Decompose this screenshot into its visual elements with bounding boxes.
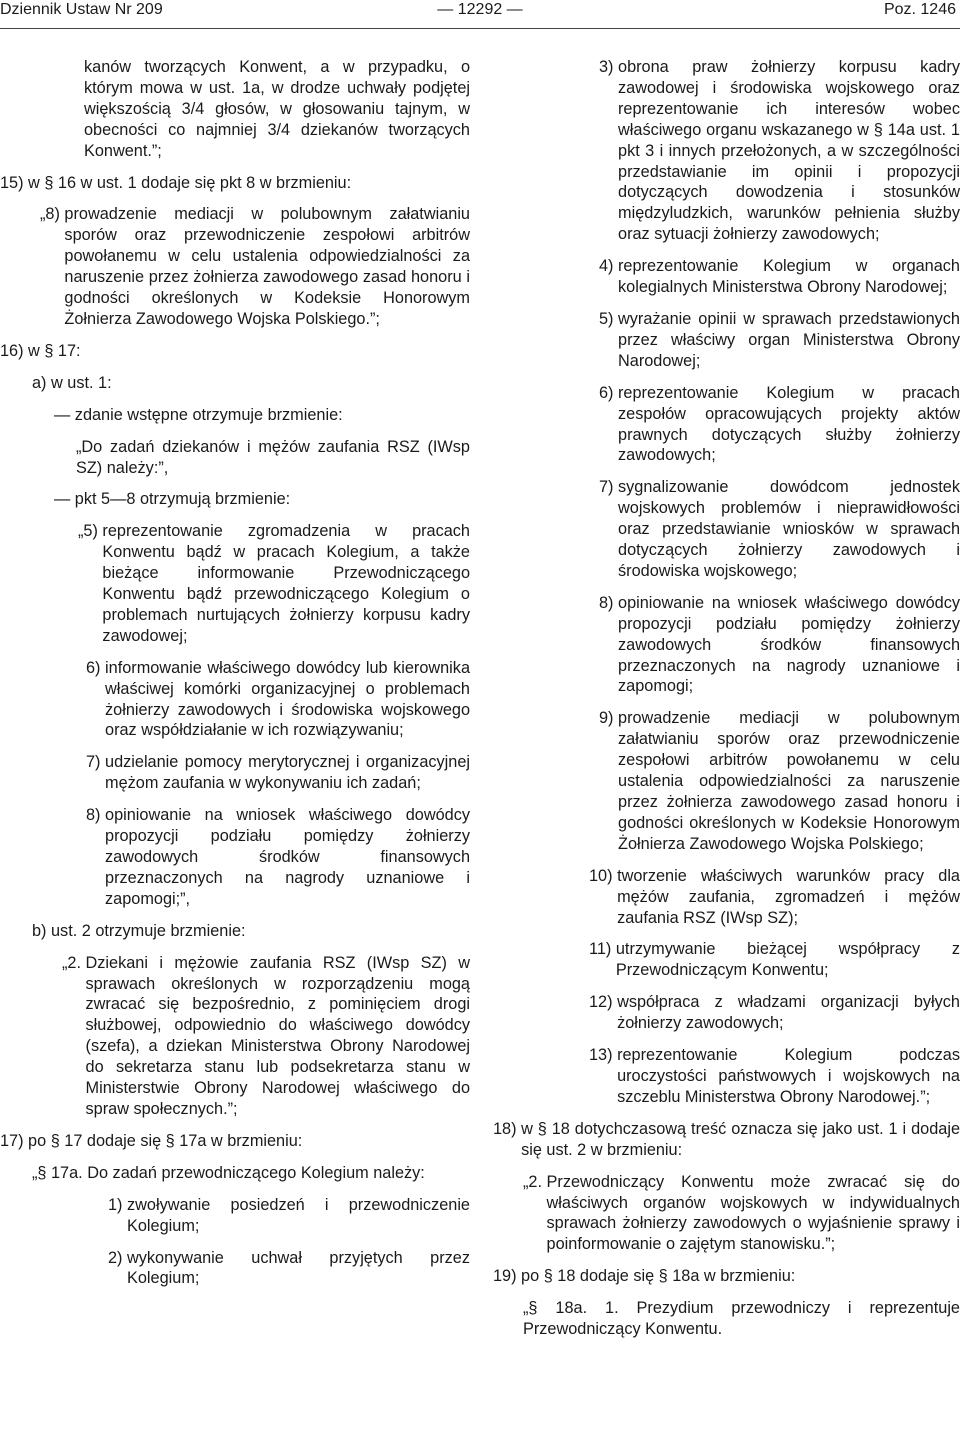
sub-item-b: b) ust. 2 otrzymuje brzmienie: — [32, 921, 246, 940]
point-8-quote — [40, 204, 470, 329]
point-text: tworzenie właściwych warunków pracy dla mężów zaufania, zgromadzeń i mężów zaufania RSZ (IWsp SZ); — [617, 866, 960, 927]
ust-text: Przewodniczący Konwentu może zwracać się do właściwych organów wojskowych w indywidualnych sprawach żołnierzy zawodowych o wyjaśnienie sprawy i poinformowanie o zajętym stanowisku.”; — [546, 1172, 960, 1254]
point-text: współpraca z władzami organizacji byłych żołnierzy zawodowych; — [617, 993, 960, 1033]
section-17a — [32, 1163, 470, 1184]
point-text: reprezentowanie Kolegium podczas uroczystości państwowych i wojskowych na szczeblu Ministerstwa Obrony Narodowej.”; — [617, 1046, 960, 1106]
point-6 — [86, 658, 470, 742]
point-text: informowanie właściwego dowódcy lub kierownika właściwej komórki organizacyjnej o problemach żołnierzy zawodowych i środowiska wojskowego oraz współdziałanie w ich rozwiązywaniu; — [105, 658, 470, 740]
point-text: obrona praw żołnierzy korpusu kadry zawodowej i środowiska wojskowego oraz reprezentowanie ich interesów wobec właściwego organu wskazanego w § 14a ust. 1 pkt 3 i innych przełożonych, a w szczególności przedstawianie im opinii i propozycji dotyczących dowodzenia i stosunków międzyludzkich, warunków pełnienia służby oraz sytuacji żołnierzy zawodowych; — [618, 58, 960, 244]
section-18a: „§ 18a. 1. Prezydium przewodniczy i reprezentuje Przewodniczący Konwentu. — [523, 1299, 960, 1339]
ust-number: „2. — [62, 953, 86, 972]
point-number: 2) — [108, 1248, 128, 1267]
duty-7 — [599, 477, 960, 582]
position-number: Poz. 1246 — [883, 1, 956, 18]
point-number: „5) — [78, 522, 103, 541]
dash-points: — pkt 5—8 otrzymują brzmienie: — [54, 490, 291, 509]
header-rule — [0, 28, 960, 29]
ust-number: „2. — [523, 1172, 547, 1191]
page-header — [0, 0, 960, 20]
left-column — [0, 57, 470, 1289]
point-text: reprezentowanie Kolegium w organach kolegialnych Ministerstwa Obrony Narodowej; — [618, 257, 960, 297]
point-text: reprezentowanie Kolegium w pracach zespołów opracowujących projekty aktów prawnych dotyczących służby żołnierzy zawodowych; — [618, 383, 960, 465]
duty-9 — [599, 708, 960, 854]
dash-intro: — zdanie wstępne otrzymuje brzmienie: — [54, 405, 343, 424]
item-number: 18) — [493, 1119, 522, 1138]
duty-12 — [589, 992, 960, 1034]
point-number: 3) — [599, 58, 619, 76]
sub-item-a: a) w ust. 1: — [32, 373, 112, 392]
point-number: 4) — [599, 257, 619, 276]
item-19: 19) po § 18 dodaje się § 18a w brzmieniu: — [493, 1267, 796, 1286]
point-number: 10) — [589, 866, 618, 885]
ust-2-quote — [62, 953, 470, 1120]
duty-2 — [108, 1248, 470, 1290]
point-text: wyrażanie opinii w sprawach przedstawionych przez właściwy organ Ministerstwa Obrony Narodowej; — [618, 309, 960, 370]
point-number: 1) — [108, 1195, 128, 1214]
point-number: 11) — [589, 940, 616, 959]
point-text: opiniowanie na wniosek właściwego dowódcy propozycji podziału pomiędzy żołnierzy zawodowych środków finansowych przeznaczonych na nagrody uznaniowe i zapomogi;”, — [105, 806, 470, 908]
duty-10 — [589, 866, 960, 929]
page-number: — 12292 — — [437, 1, 523, 18]
point-number: 8) — [86, 806, 106, 825]
section-number: „§ 17a. — [32, 1163, 88, 1182]
journal-title: Dziennik Ustaw Nr 209 — [0, 1, 163, 18]
point-number: 9) — [599, 709, 619, 728]
point-text: reprezentowanie zgromadzenia w pracach Konwentu bądź w pracach Kolegium, a także bieżące informowanie Przewodniczącego Konwentu bądź przewodniczącego Kolegium o problemach nurtujących żołnierzy korpusu kadry zawodowej; — [102, 522, 470, 645]
point-text: udzielanie pomocy merytorycznej i organizacyjnej mężom zaufania w wykonywaniu ich zadań; — [105, 753, 470, 793]
point-text: opiniowanie na wniosek właściwego dowódcy propozycji podziału pomiędzy żołnierzy zawodowych środków finansowych przeznaczonych na nagrody uznaniowe i zapomogi; — [618, 593, 960, 696]
point-text: utrzymywanie bieżącej współpracy z Przewodniczącym Konwentu; — [615, 940, 960, 980]
duty-6 — [599, 383, 960, 467]
duty-8 — [599, 593, 960, 698]
point-5 — [78, 521, 470, 646]
point-number: 12) — [589, 993, 618, 1012]
point-8 — [86, 805, 470, 910]
right-column — [493, 57, 960, 1340]
point-text: wykonywanie uchwał przyjętych przez Kolegium; — [127, 1248, 470, 1288]
point-number: 7) — [86, 753, 106, 772]
continued-paragraph: kanów tworzących Konwent, a w przypadku, o którym mowa w ust. 1a, w drodze uchwały podjętej większością 3/4 głosów, w głosowaniu tajnym, w obecności co najmniej 3/4 dziekanów tworzących Konwent.”; — [84, 58, 470, 160]
duty-3 — [599, 57, 960, 245]
duty-13 — [589, 1045, 960, 1108]
item-16: 16) w § 17: — [0, 341, 81, 360]
duty-1 — [108, 1195, 470, 1237]
item-15: 15) w § 16 w ust. 1 dodaje się pkt 8 w brzmieniu: — [0, 173, 352, 192]
item-text: w § 18 dotychczasową treść oznacza się jako ust. 1 i dodaje się ust. 2 w brzmieniu: — [521, 1119, 960, 1159]
ust-2-quote-konwent — [523, 1172, 960, 1256]
point-7 — [86, 752, 470, 794]
point-number: 8) — [599, 593, 619, 612]
ust-text: Dziekani i mężowie zaufania RSZ (IWsp SZ) w sprawach określonych w rozporządzeniu mogą zwracać się bezpośrednio, z pominięciem drogi służbowej, odpowiednio do właściwego dowódcy (szefa), a dziekan Ministerstwa Obrony Narodowej do sekretarza stanu lub podsekretarza stanu w Ministerstwie Obrony Narodowej właściwego do spraw społecznych.”; — [85, 953, 470, 1118]
duty-5 — [599, 309, 960, 372]
point-text: sygnalizowanie dowódcom jednostek wojskowych problemów i nieprawidłowości oraz przedstawianie wniosków w sprawach dotyczących żołnierzy zawodowych i środowiska wojskowego; — [618, 478, 960, 580]
quoted-intro: „Do zadań dziekanów i mężów zaufania RSZ (IWsp SZ) należy:”, — [76, 437, 470, 477]
item-18 — [493, 1119, 960, 1161]
section-text: Do zadań przewodniczącego Kolegium należy: — [87, 1163, 425, 1182]
point-number: „8) — [40, 205, 65, 224]
point-number: 6) — [86, 658, 106, 677]
duty-11 — [589, 939, 960, 981]
duty-4 — [599, 256, 960, 298]
point-text: prowadzenie mediacji w polubownym załatwianiu sporów oraz przewodniczenie zespołowi arbitrów powołanemu w celu ustalenia odpowiedzialności za naruszenie przez żołnierza zawodowego zasad honoru i godności określonych w Kodeksie Honorowym Żołnierza Zawodowego Wojska Polskiego; — [618, 709, 960, 853]
item-17: 17) po § 17 dodaje się § 17a w brzmieniu: — [0, 1131, 303, 1150]
point-number: 13) — [589, 1046, 618, 1065]
point-text: zwoływanie posiedzeń i przewodniczenie Kolegium; — [127, 1195, 470, 1235]
point-number: 5) — [599, 309, 619, 328]
point-text: prowadzenie mediacji w polubownym załatwianiu sporów oraz przewodniczenie zespołowi arbitrów powołanemu w celu ustalenia odpowiedzialności za naruszenie przez żołnierza zawodowego zasad honoru i godności określonych w Kodeksie Honorowym Żołnierza Zawodowego Wojska Polskiego.”; — [64, 205, 470, 328]
point-number: 7) — [599, 478, 619, 497]
point-number: 6) — [599, 383, 619, 402]
